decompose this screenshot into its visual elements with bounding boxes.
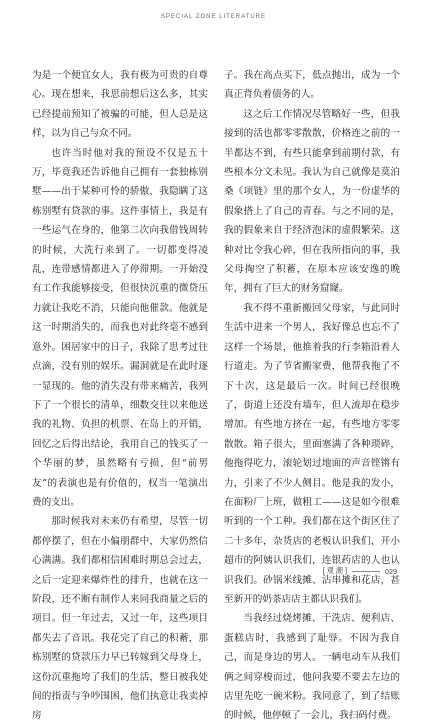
right-column	[224, 66, 400, 726]
paragraph: 这之后工作情况尽管略好一些，但我接到的活也都零零散散，价格连之前的一半都达不到，有些只能拿到前期付款，有些根本分文未见。我认为自己就像是莫泊桑《项链》里的那个女人，为一份虚华的假象搭上了自己的青春。与之不同的是，我的假象来自于经济泡沫的虚假繁荣。这种对比令我心碎，但在我所指向的事，我父母掏空了积蓄，在原本应该安逸的晚年，拥有了巨大的财务窟窿。	[224, 108, 400, 295]
footer-divider	[352, 571, 380, 572]
left-column	[32, 66, 208, 726]
page-footer	[323, 566, 397, 576]
section-label: [ 观 潮 ]	[322, 566, 347, 575]
page-number: 029	[385, 566, 397, 576]
paragraph: 那时候我对未来仍有希望，尽管一切都停摆了，但在小偏朋群中，大家仍然信心满满。我们都相信困难时期总会过去，之后一定迎来爆炸性的排升，也就在这一阶段，还不断有制作人来同我商量之后的项目。但一年过去，又过一年，这些项目都失去了音讯。我花完了自己的积蓄，那栋别墅的贷款压力早已转嫁到父母身上，这份沉重拖垮了我们的生活，整日被我处间的指责与争吵围困，他们执意让我卖掉房	[32, 516, 208, 722]
paragraph: 当我经过烧烤摊、干洗店、便利店、蛋糕店时，我感到了耻辱。不因为我自己，而是身边的男人。一辆电动车从我们俩之间穿梭而过，他问我要不要去左边的店里先吃一碗米粉。我同意了，到了结账的时候，他停顿了一会儿，我扫码付费。	[224, 613, 400, 722]
paragraph: 子。我在高点买下，低点抛出，成为一个真正背负着债务的人。	[224, 70, 400, 101]
paragraph: 为是一个便宜女人，我有极为可贵的自尊心。现在想来，我思前想后这么多，其实已经提前预知了被骗的可能，但人总是这样，以为自己与众不同。	[32, 70, 208, 140]
running-header: SPECIAL ZONE LITERATURE	[160, 14, 267, 20]
paragraph: 我不得不重新搬回父母家，与此同时生活中进来一个男人，我好像总也忘不了这样一个场景，他推着我的行李箱沿着人行道走。为了节省搬家费，他帮我拖了不下十次，这是最后一次。时间已经很晚了，街道上还没有墙车，但人流却在稳步增加。有些地方挤在一起，有些地方零零散散。箱子很大，里面塞满了各种琐碎，他拖得吃力，滚轮划过地面的声音铿锵有力，引来了不少人侧目。他是我的发小，在面粉厂上班，做粗工——这是如今很难听到的一个工种。我们都在这个街区住了二十多年，杂货店的老板认识我们，开小超市的阿姨认识我们，连银药店的人也认识我们。砂锅米线摊、沾串摊和花店，甚至新开的奶茶店店主都认识我们。	[224, 302, 400, 605]
paragraph: 也许当时他对我的预设不仅是五十万，毕竟我还告诉他自己拥有一套独栋别墅——出于某种可怜的骄傲，我隐瞒了这栋别墅有贷款的事。这件事情上，我是有一些运气在身的，他第二次向我借钱周转的时候，大洗行来到了。一切都变得凌乱，连带感情都进入了停滞期。一开始没有工作我能够接受，但很快沉重的微贷压力就让我吃不消，只能向他催款。他就是这一时期消失的，而我也对此终毫不感到意外。困居家中的日子，我除了思考过往点滴，没有别的娱乐。漏洞就是在此时逐一显现的。他的消失没有带来痛苦，我列下了一个很长的清单，细数交往以来他送我的礼物、负担的机票、在岛上的开销，回忆之后得出结论，我用自己的钱买了一个华丽的梦，虽然略有亏损，但“前男友”的表演也是有价值的，权当一笔演出费的支出。	[32, 147, 208, 508]
